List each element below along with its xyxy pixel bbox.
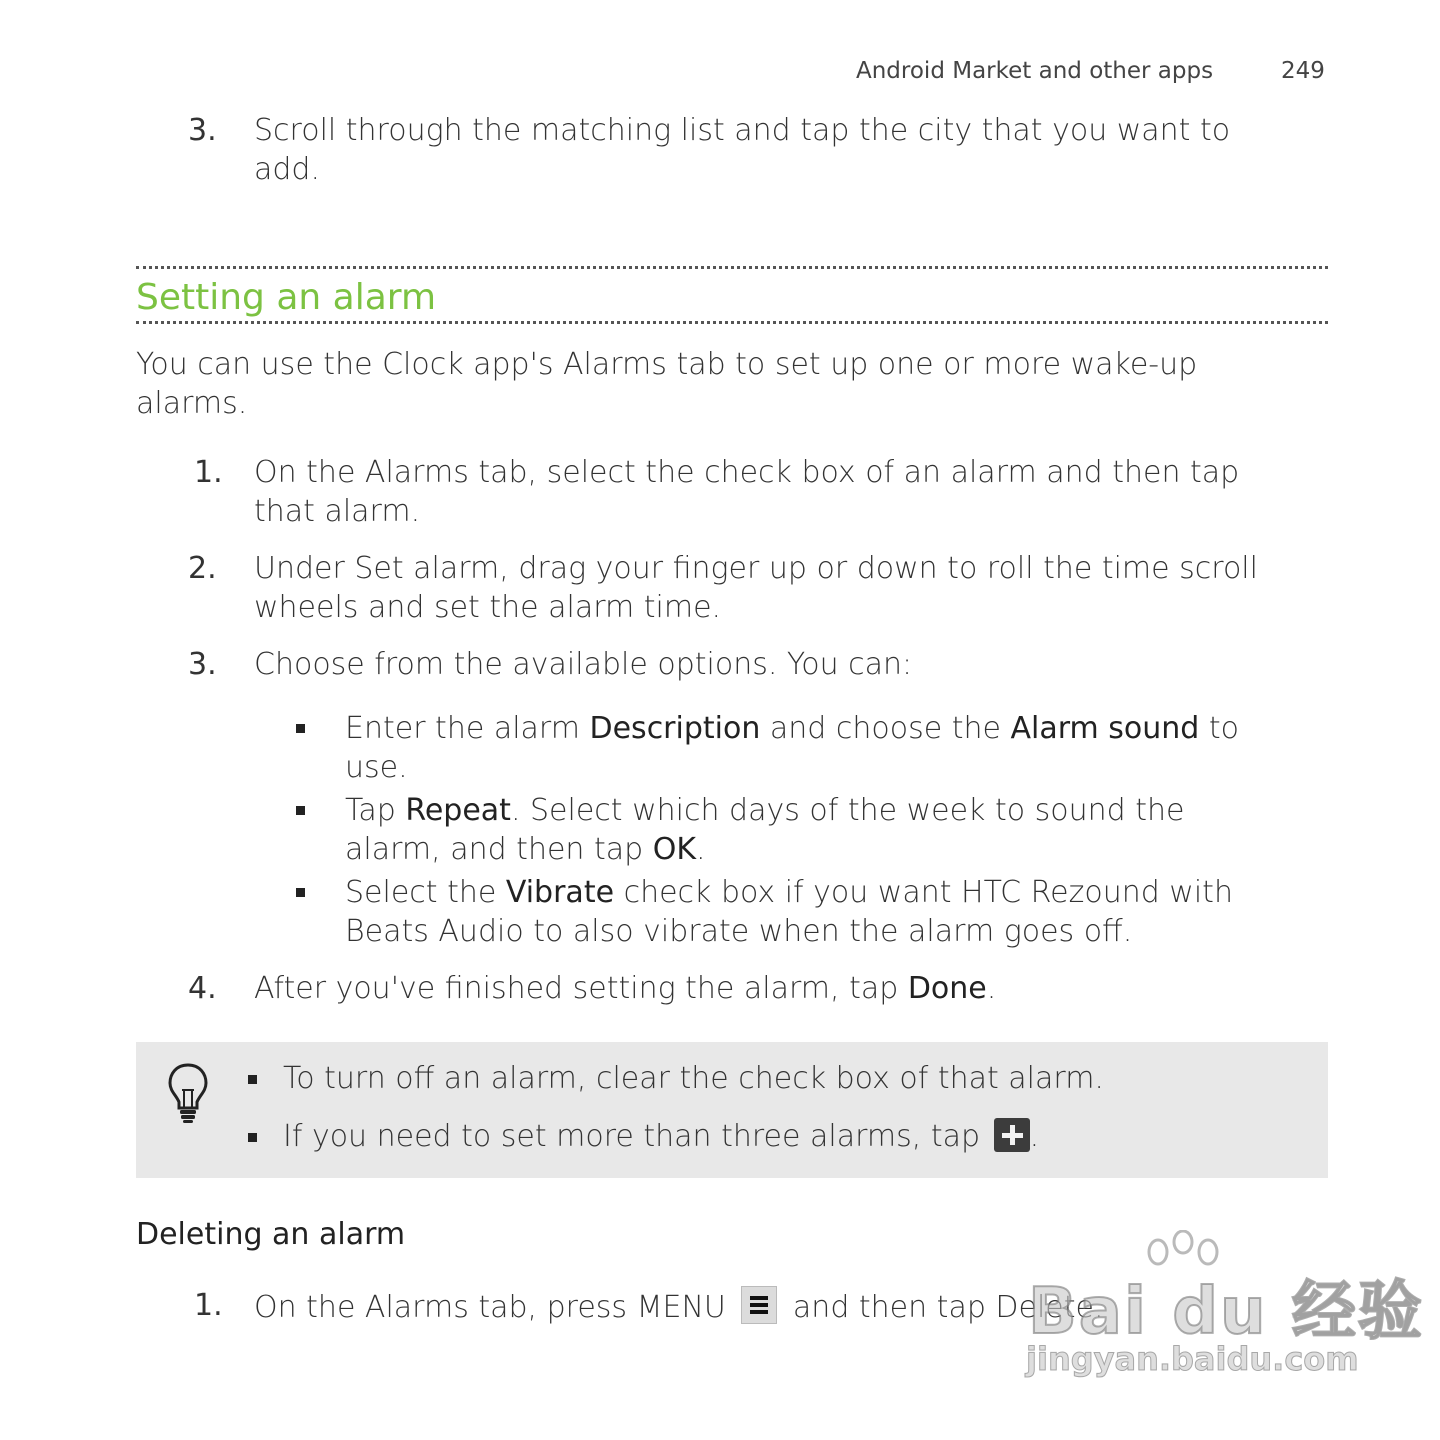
ui-label-vibrate: Vibrate (505, 875, 615, 910)
option-text: use. (345, 750, 408, 785)
step-text: Choose from the available options. You can: (254, 647, 913, 682)
ui-label-ok: OK (652, 832, 696, 867)
watermark (1020, 1230, 1424, 1390)
bullet-marker (296, 806, 305, 815)
step-text: On the Alarms tab, press MENU and then tap Delete. (254, 1286, 1104, 1327)
ui-label-done: Done (907, 971, 987, 1006)
bullet-marker (296, 888, 305, 897)
subsection-title: Deleting an alarm (136, 1217, 406, 1252)
step-text: On the Alarms tab, select the check box of an alarm and then tap (254, 455, 1240, 490)
lightbulb-icon (166, 1062, 210, 1128)
ui-label-repeat: Repeat (405, 793, 511, 828)
option-text: Select the Vibrate check box if you want HTC Rezound with (345, 875, 1233, 910)
step-text: add. (254, 152, 321, 187)
step-number: 3. (188, 647, 217, 682)
option-text: Beats Audio to also vibrate when the alarm goes off. (345, 914, 1133, 949)
ui-label-alarm-sound: Alarm sound (1010, 711, 1200, 746)
step-text: that alarm. (254, 494, 421, 529)
option-text: Tap Repeat. Select which days of the week to sound the (345, 793, 1185, 828)
step-text: Under Set alarm, drag your finger up or down to roll the time scroll (254, 551, 1258, 586)
bullet-marker (296, 724, 305, 733)
page-number: 249 (1281, 58, 1325, 84)
divider-bottom (136, 321, 1328, 324)
running-header: Android Market and other apps (856, 58, 1214, 84)
bullet-marker (248, 1133, 257, 1142)
watermark-logo: Bai du 经验 (1028, 1275, 1424, 1349)
step-number: 4. (188, 971, 217, 1006)
intro-text: alarms. (136, 386, 248, 421)
watermark-url: jingyan.baidu.com (1026, 1340, 1359, 1378)
divider-top (136, 266, 1328, 269)
section-title: Setting an alarm (136, 277, 437, 318)
step-text: wheels and set the alarm time. (254, 590, 722, 625)
tip-text: To turn off an alarm, clear the check box of that alarm. (283, 1061, 1104, 1096)
step-number: 1. (194, 455, 223, 490)
step-number: 2. (188, 551, 217, 586)
ui-label-description: Description (589, 711, 761, 746)
step-text: Scroll through the matching list and tap the city that you want to (254, 113, 1231, 148)
step-number: 3. (188, 113, 217, 148)
intro-text: You can use the Clock app's Alarms tab to set up one or more wake-up (136, 347, 1198, 382)
tip-text: If you need to set more than three alarms, tap . (283, 1119, 1040, 1154)
plus-icon (994, 1118, 1030, 1152)
step-number: 1. (194, 1288, 223, 1323)
bullet-marker (248, 1075, 257, 1084)
option-text: alarm, and then tap OK. (345, 832, 706, 867)
option-text: Enter the alarm Description and choose the Alarm sound to (345, 711, 1240, 746)
step-text: After you've finished setting the alarm, tap Done. (254, 971, 997, 1006)
menu-icon (741, 1286, 777, 1324)
